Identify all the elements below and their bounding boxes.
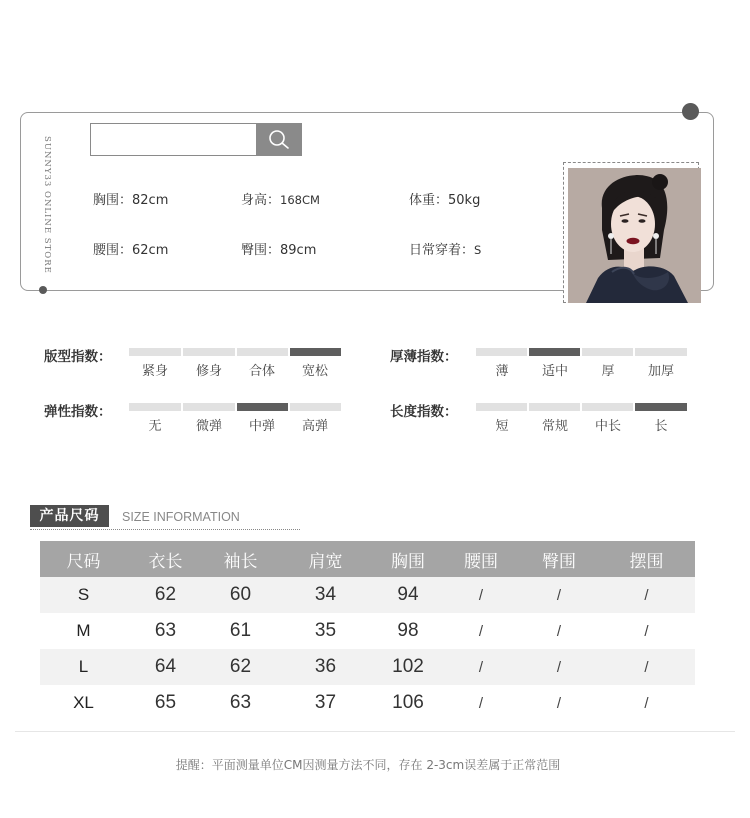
index-elasticity-segment (290, 403, 341, 411)
measure-height: 身高：168CM (241, 193, 320, 208)
table-cell: L (40, 649, 127, 685)
measure-waist: 腰围：62cm (93, 243, 169, 258)
table-cell: 35 (277, 613, 374, 649)
index-elasticity-segment (183, 403, 235, 411)
index-thickness-segment-selected (529, 348, 580, 356)
table-cell: / (520, 685, 598, 721)
table-row (40, 613, 695, 649)
table-cell: / (442, 577, 520, 613)
table-cell: 60 (204, 577, 277, 613)
store-name-vertical: SUNNY33 ONLINE STORE (42, 136, 52, 274)
index-elasticity-option: 微弹 (195, 419, 222, 434)
table-cell: / (442, 613, 520, 649)
table-cell: / (520, 577, 598, 613)
search-input[interactable] (90, 123, 257, 156)
size-section-title: 产品尺码 (30, 505, 109, 527)
index-elasticity-option: 高弹 (301, 419, 328, 434)
index-title-fit: 版型指数： (44, 349, 112, 365)
table-cell: / (520, 613, 598, 649)
table-cell: 34 (277, 577, 374, 613)
index-thickness-segment (582, 348, 633, 356)
index-fit-segment (129, 348, 181, 356)
table-cell: / (598, 613, 695, 649)
measure-weight: 体重：50kg (409, 193, 481, 208)
footer-divider (15, 731, 735, 732)
size-section-subtitle: SIZE INFORMATION (122, 510, 240, 524)
table-cell: / (598, 649, 695, 685)
search-icon (267, 129, 291, 151)
table-cell: / (442, 685, 520, 721)
search-button[interactable] (256, 123, 302, 156)
index-length-option: 常规 (541, 419, 568, 434)
index-elasticity-segment (129, 403, 181, 411)
column-header: 摆围 (598, 541, 695, 577)
index-length-segment (582, 403, 633, 411)
column-header: 袖长 (204, 541, 277, 577)
index-thickness-option: 厚 (601, 364, 615, 379)
column-header: 衣长 (127, 541, 204, 577)
table-row (40, 649, 695, 685)
table-cell: 98 (374, 613, 442, 649)
table-cell: / (598, 577, 695, 613)
index-thickness-option: 薄 (495, 364, 509, 379)
card-corner-dot (682, 103, 699, 120)
table-cell: 36 (277, 649, 374, 685)
table-cell: 62 (204, 649, 277, 685)
table-cell: 106 (374, 685, 442, 721)
index-fit-option: 合体 (248, 364, 275, 379)
table-cell: XL (40, 685, 127, 721)
index-title-elasticity: 弹性指数： (44, 404, 112, 420)
column-header: 腰围 (442, 541, 520, 577)
table-cell: 65 (127, 685, 204, 721)
index-elasticity-option: 中弹 (248, 419, 275, 434)
column-header: 臀围 (520, 541, 598, 577)
size-table (40, 541, 695, 721)
table-cell: S (40, 577, 127, 613)
table-cell: 63 (204, 685, 277, 721)
table-cell: 63 (127, 613, 204, 649)
index-fit-option: 宽松 (301, 364, 328, 379)
index-title-thickness: 厚薄指数： (390, 349, 458, 365)
table-row (40, 685, 695, 721)
index-fit-segment (237, 348, 288, 356)
table-cell: / (442, 649, 520, 685)
index-length-option: 长 (654, 419, 668, 434)
index-length-option: 中长 (594, 419, 621, 434)
index-fit-segment (183, 348, 235, 356)
measure-hips: 臀围：89cm (241, 243, 317, 258)
table-cell: 61 (204, 613, 277, 649)
index-fit-segment-selected (290, 348, 341, 356)
table-cell: / (598, 685, 695, 721)
table-cell: 62 (127, 577, 204, 613)
table-cell: 102 (374, 649, 442, 685)
table-cell: 64 (127, 649, 204, 685)
table-cell: M (40, 613, 127, 649)
index-thickness-option: 加厚 (647, 364, 674, 379)
table-row (40, 577, 695, 613)
column-header: 胸围 (374, 541, 442, 577)
index-length-segment-selected (635, 403, 687, 411)
table-cell: 37 (277, 685, 374, 721)
table-cell: 94 (374, 577, 442, 613)
index-thickness-segment (476, 348, 527, 356)
size-table-header (40, 541, 695, 577)
size-section-divider (30, 529, 300, 530)
measure-daily-size: 日常穿着：S (409, 243, 482, 258)
index-fit-option: 修身 (195, 364, 222, 379)
index-length-segment (529, 403, 580, 411)
measure-bust: 胸围：82cm (93, 193, 169, 208)
model-photo (568, 168, 701, 303)
card-corner-dot-small (39, 286, 47, 294)
index-fit-option: 紧身 (141, 364, 168, 379)
index-thickness-option: 适中 (541, 364, 568, 379)
index-length-option: 短 (495, 419, 509, 434)
index-elasticity-segment-selected (237, 403, 288, 411)
column-header: 肩宽 (277, 541, 374, 577)
measurement-note: 提醒：平面测量单位CM因测量方法不同，存在 2-3cm误差属于正常范围 (175, 758, 561, 772)
table-cell: / (520, 649, 598, 685)
index-thickness-segment (635, 348, 687, 356)
index-length-segment (476, 403, 527, 411)
index-elasticity-option: 无 (148, 419, 162, 434)
index-title-length: 长度指数： (390, 404, 458, 420)
column-header: 尺码 (40, 541, 127, 577)
